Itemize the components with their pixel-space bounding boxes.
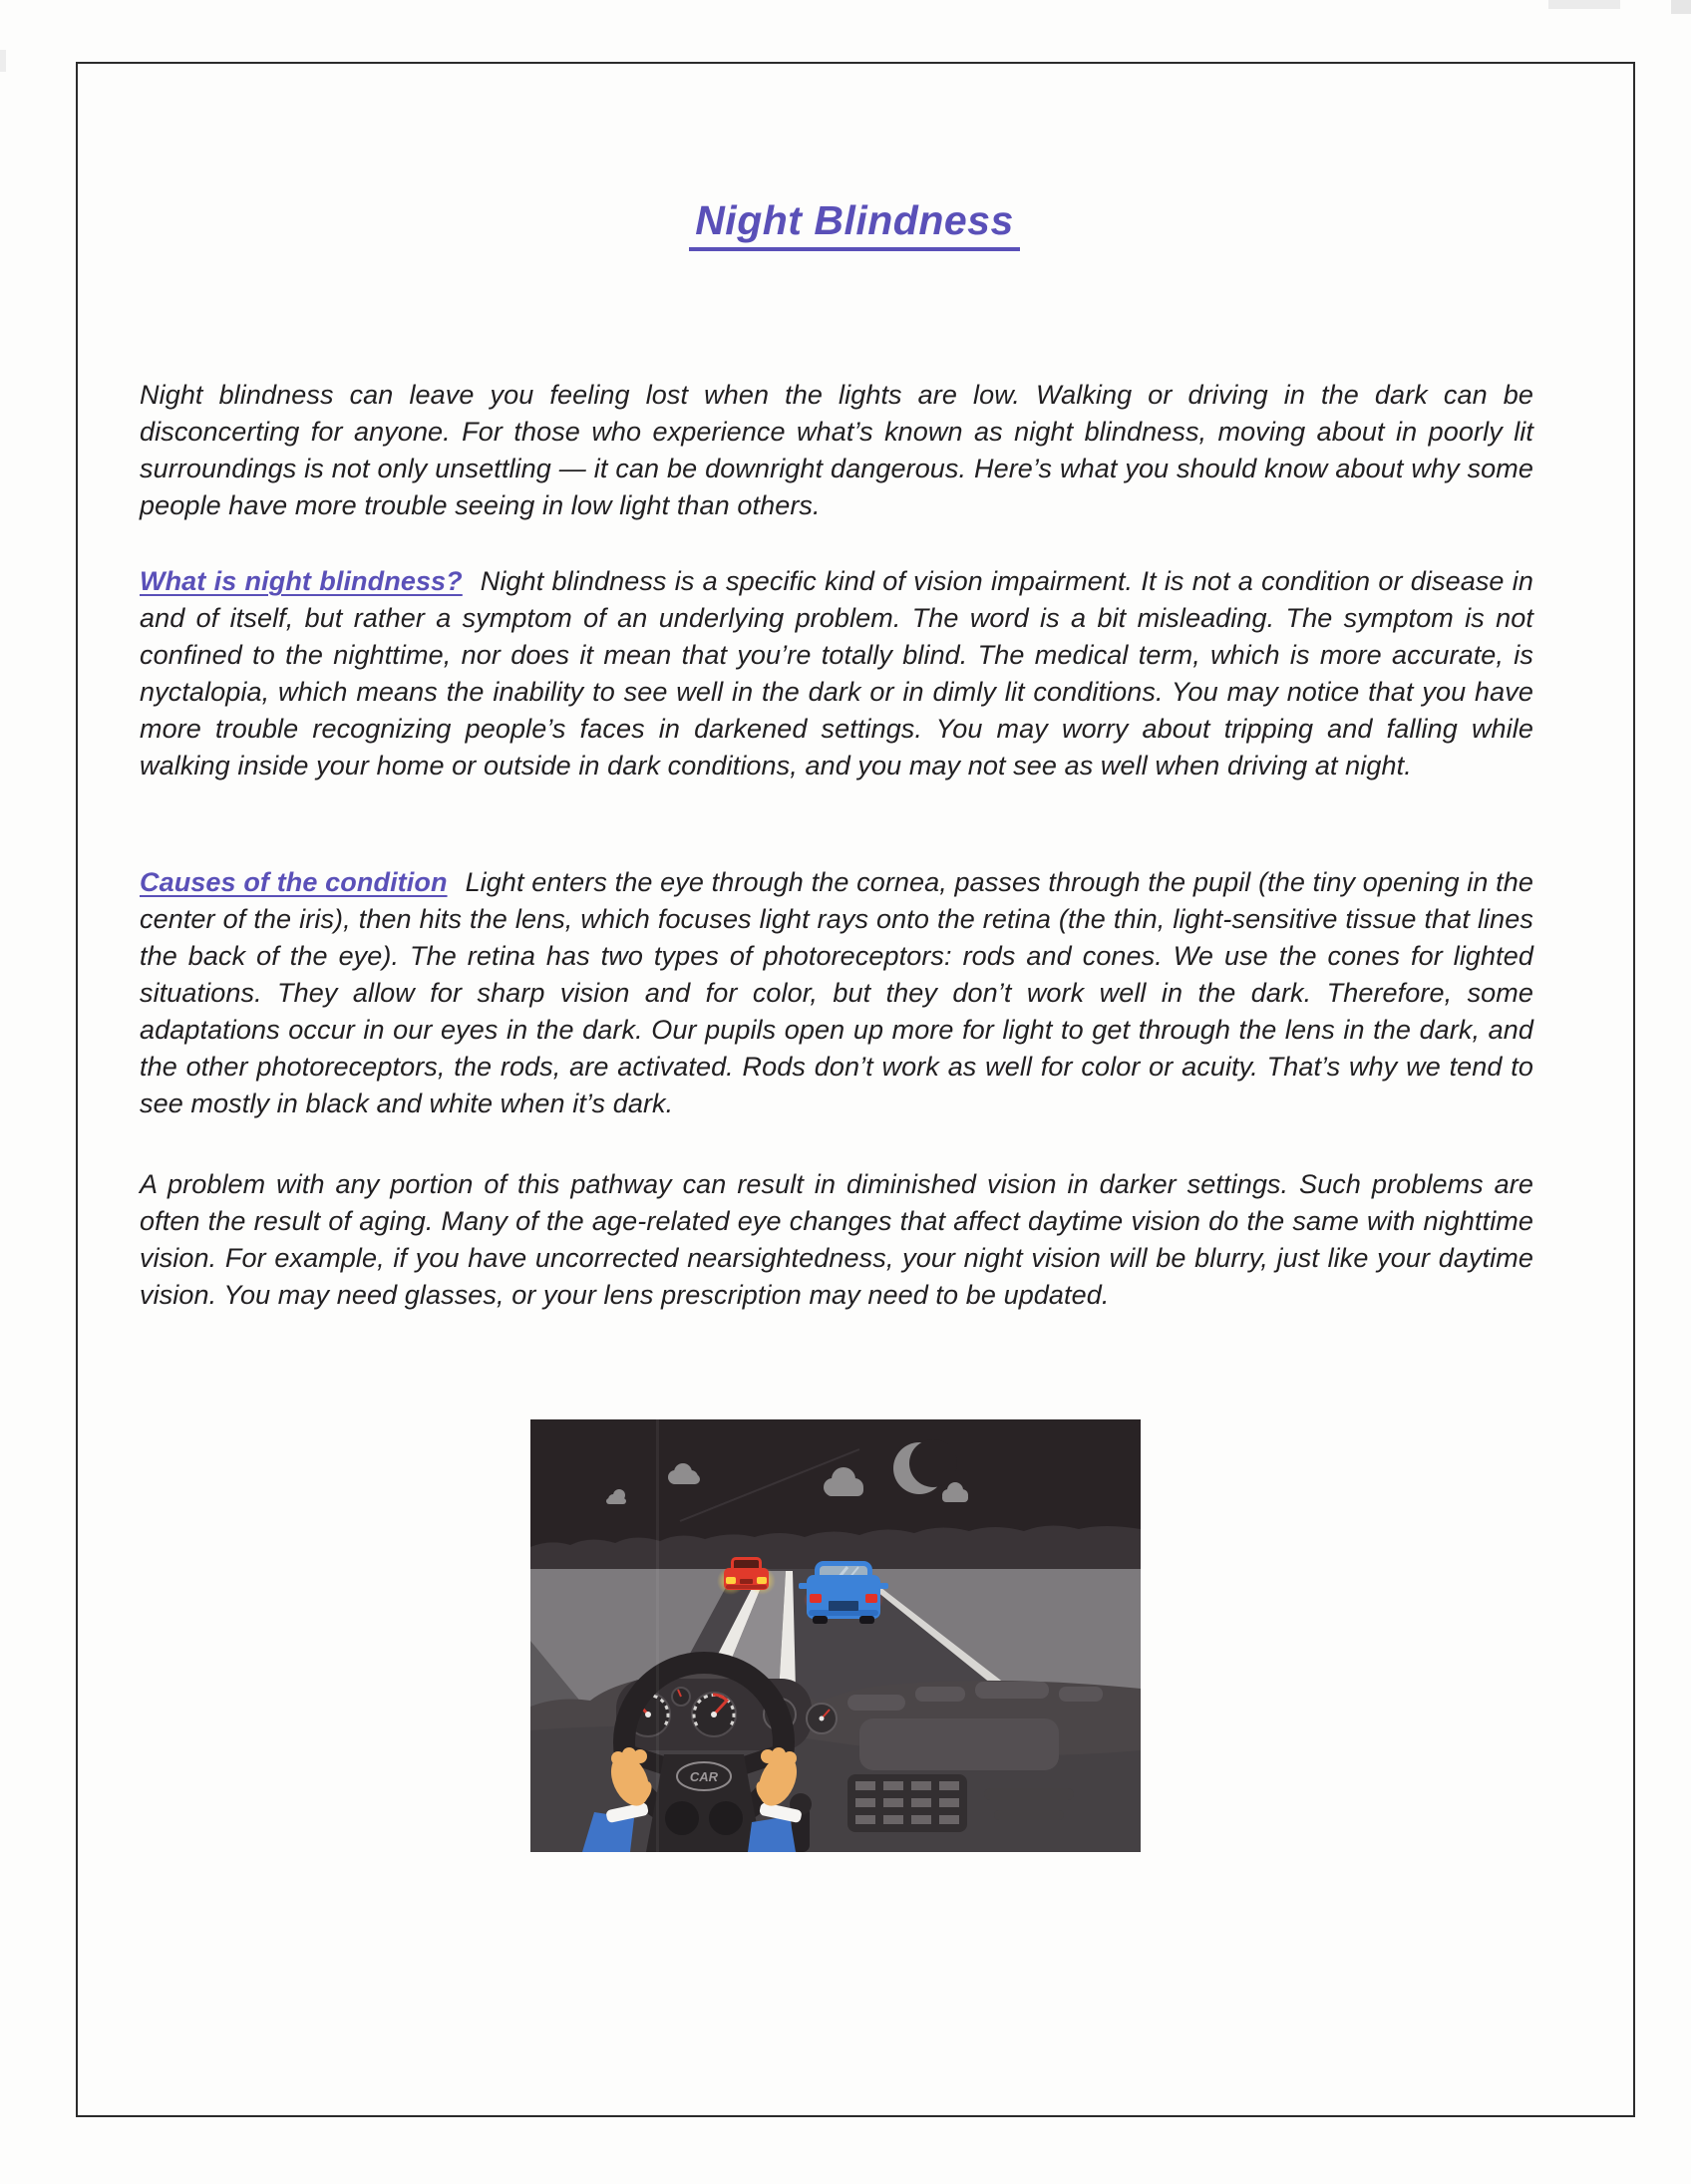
scan-artifact (0, 50, 6, 72)
scan-artifact (1548, 0, 1620, 9)
paragraph-text: Night blindness can leave you feeling lost when the lights are low. Walking or driving in the dark can be disconcerting for anyone. For those who experience what’s known as night blindness, moving about in poorly lit surroundings is not only unsettling — it can be downright dangerous. Here’s what you should know about why some people have more trouble seeing in low light than others. (140, 380, 1533, 520)
section-heading-what-is-night-blindness: What is night blindness? (140, 566, 463, 596)
scan-artifact (656, 1419, 659, 1852)
paragraph-text: Night blindness is a specific kind of vision impairment. It is not a condition or disease in and of itself, but rather a symptom of an underlying problem. The word is a bit misleading. The symptom is not confined to the nighttime, nor does it mean that you’re totally blind. The medical term, which is more accurate, is nyctalopia, which means the inability to see well in the dark or in dimly lit conditions. You may notice that you have more trouble recognizing people’s faces in darkened settings. You may worry about tripping and falling while walking inside your home or outside in dark conditions, and you may not see as well when driving at night. (140, 566, 1533, 780)
title-row (76, 197, 1633, 251)
console-gauge (807, 1704, 837, 1733)
paragraph-pathway-aging (140, 1166, 1533, 1314)
page-title: Night Blindness (689, 197, 1020, 251)
paragraph-text: Light enters the eye through the cornea, passes through the pupil (the tiny opening in the center of the iris), then hits the lens, which focuses light rays onto the retina (the thin, light-sensitive tissue that lines the back of the eye). The retina has two types of photoreceptors: rods and cones. We use the cones for lighted situations. They allow for sharp vision and for color, but they don’t work well in the dark. Therefore, some adaptations occur in our eyes in the dark. Our pupils open up more for light to get through the lens in the dark, and the other photoreceptors, the rods, are activated. Rods don’t work as well for color or acuity. That’s why we tend to see mostly in black and white when it’s dark. (140, 867, 1533, 1118)
scan-artifact (1671, 0, 1691, 14)
section-heading-causes: Causes of the condition (140, 867, 448, 897)
paragraph-causes (140, 864, 1533, 1122)
night-driving-illustration (530, 1419, 1141, 1852)
tachometer-gauge (692, 1693, 736, 1736)
fuel-gauge (672, 1688, 690, 1706)
steering-wheel-badge-text: CAR (689, 1769, 719, 1784)
radio-panel (847, 1774, 967, 1832)
paragraph-what-is-night-blindness (140, 563, 1533, 784)
paragraph-text: A problem with any portion of this pathway can result in diminished vision in darker settings. Such problems are often the result of aging. Many of the age-related eye changes that affect daytime vision do the same with nighttime vision. For example, if you have uncorrected nearsightedness, your night vision will be blurry, just like your daytime vision. You may need glasses, or your lens prescription may need to be updated. (140, 1169, 1533, 1310)
paragraph-intro (140, 377, 1533, 524)
